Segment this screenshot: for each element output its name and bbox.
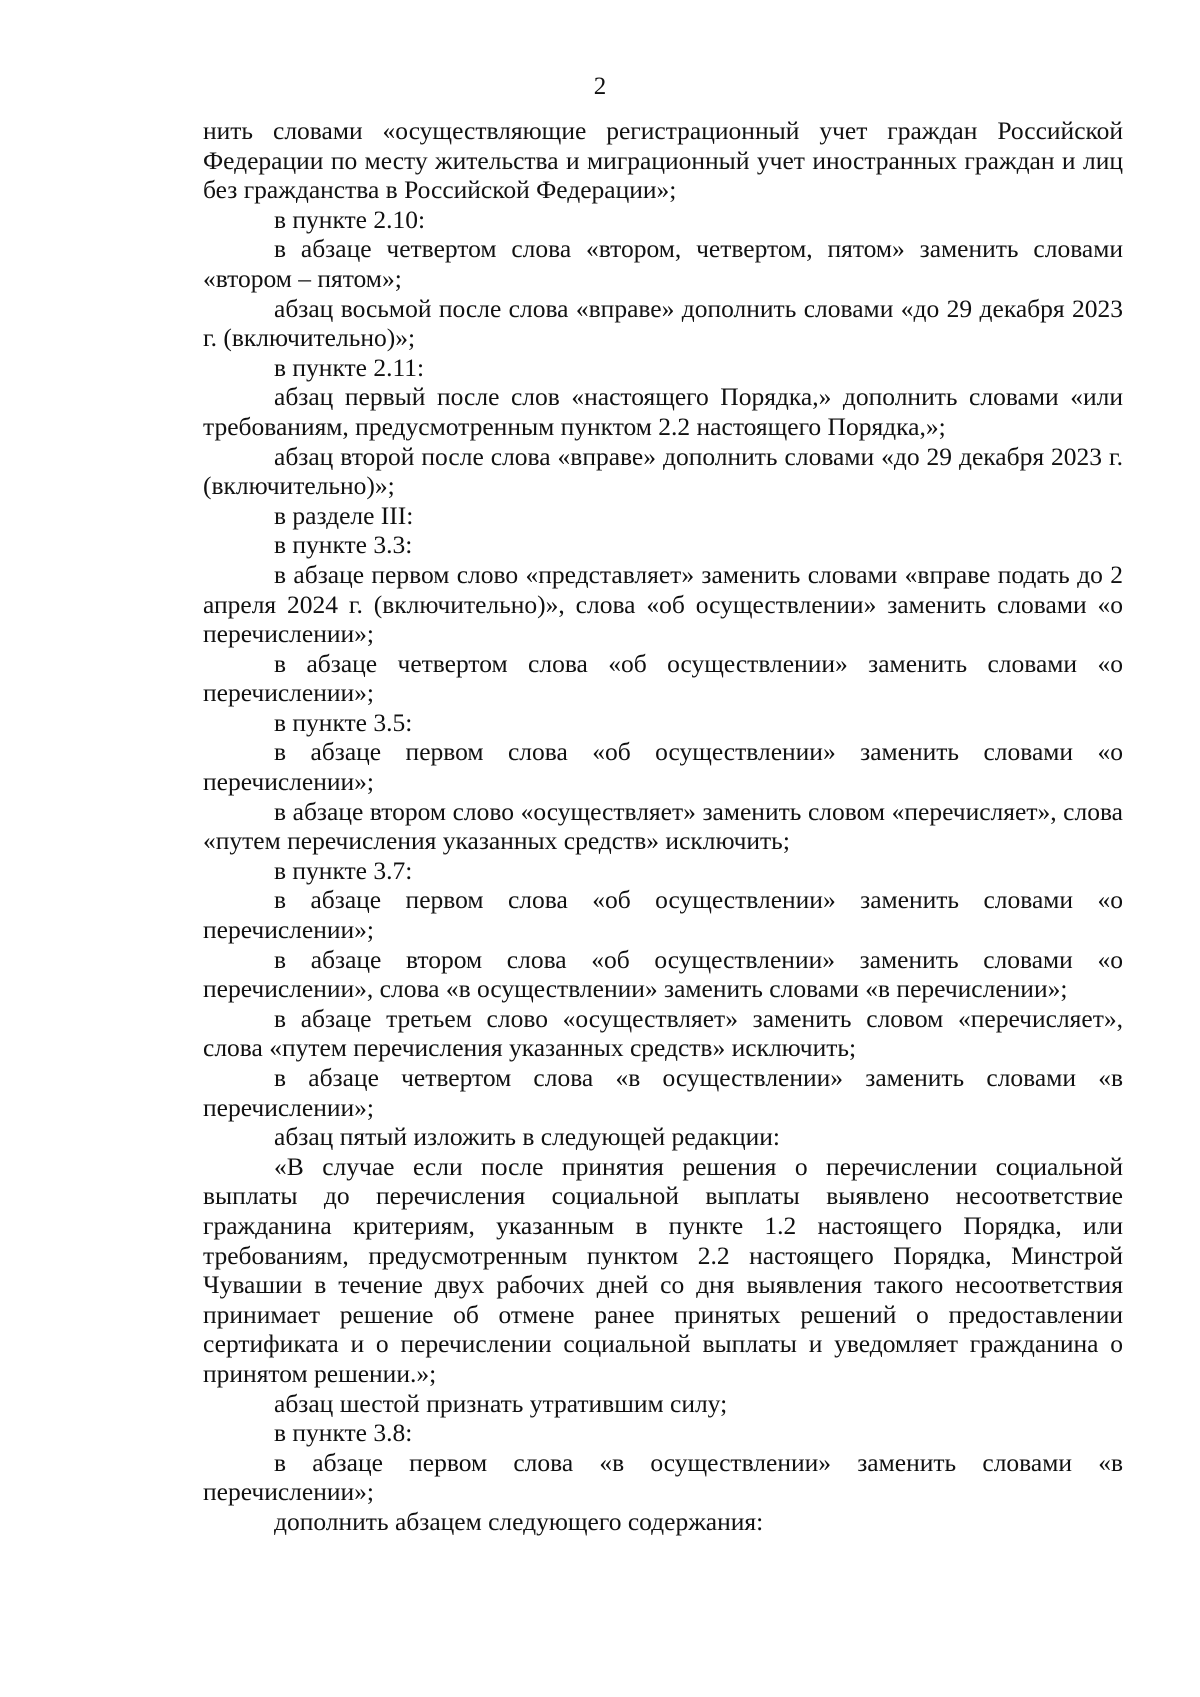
paragraph: в абзаце четвертом слова «об осуществлении» заменить словами «о перечислении»; <box>203 648 1123 708</box>
page-number: 2 <box>593 73 607 100</box>
paragraph: в абзаце четвертом слова «втором, четвертом, пятом» заменить словами «втором – пятом»; <box>203 234 1123 293</box>
paragraph: абзац первый после слов «настоящего Порядка,» дополнить словами «или требованиям, предусмотренным пунктом 2.2 настоящего Порядка,»; <box>203 382 1123 441</box>
paragraph: в абзаце первом слова «об осуществлении» заменить словами «о перечислении»; <box>203 885 1123 945</box>
paragraph: в пункте 2.11: <box>274 352 425 382</box>
paragraph: в абзаце третьем слово «осуществляет» заменить словом «перечисляет», слова «путем перечисления указанных средств» исключить; <box>203 1003 1123 1063</box>
document-body <box>203 116 1123 1537</box>
paragraph: в абзаце втором слово «осуществляет» заменить словом «перечисляет», слова «путем перечисления указанных средств» исключить; <box>203 796 1123 856</box>
paragraph: в разделе III: <box>274 500 414 530</box>
paragraph: в пункте 3.7: <box>274 855 413 885</box>
paragraph: абзац второй после слова «вправе» дополнить словами «до 29 декабря 2023 г. (включительно)»; <box>203 441 1123 501</box>
paragraph: в пункте 3.5: <box>274 707 413 737</box>
paragraph: абзац восьмой после слова «вправе» дополнить словами «до 29 декабря 2023 г. (включительно)»; <box>203 293 1123 353</box>
paragraph: в абзаце втором слова «об осуществлении» заменить словами «о перечислении», слова «в осуществлении» заменить словами «в перечислении»; <box>203 944 1123 1004</box>
paragraph: в пункте 3.8: <box>274 1418 413 1448</box>
paragraph: «В случае если после принятия решения о перечислении социальной выплаты до перечисления социальной выплаты выявлено несоответствие гражданина критериям, указанным в пункте 1.2 настоящего Порядка, или требованиям, предусмотренным пунктом 2.2 настоящего Порядка, Минстрой Чувашии в течение двух рабочих дней со дня выявления такого несоответствия принимает решение об отмене ранее принятых решений о предоставлении сертификата и о перечислении социальной выплаты и уведомляет гражданина о принятом решении.»; <box>203 1151 1123 1388</box>
paragraph: нить словами «осуществляющие регистрационный учет граждан Российской Федерации по месту жительства и миграционный учет иностранных граждан и лиц без гражданства в Российской Федерации»; <box>203 116 1123 205</box>
paragraph: в абзаце четвертом слова «в осуществлении» заменить словами «в перечислении»; <box>203 1063 1123 1122</box>
paragraph: в абзаце первом слово «представляет» заменить словами «вправе подать до 2 апреля 2024 г. (включительно)», слова «об осуществлении» заменить словами «о перечислении»; <box>203 559 1123 649</box>
paragraph: дополнить абзацем следующего содержания: <box>274 1506 764 1536</box>
paragraph: в абзаце первом слова «в осуществлении» заменить словами «в перечислении»; <box>203 1447 1123 1507</box>
paragraph: абзац пятый изложить в следующей редакции: <box>274 1122 780 1152</box>
paragraph: в пункте 2.10: <box>274 204 426 234</box>
paragraph: абзац шестой признать утратившим силу; <box>274 1388 728 1418</box>
paragraph: в пункте 3.3: <box>274 530 413 560</box>
paragraph: в абзаце первом слова «об осуществлении» заменить словами «о перечислении»; <box>203 737 1123 797</box>
